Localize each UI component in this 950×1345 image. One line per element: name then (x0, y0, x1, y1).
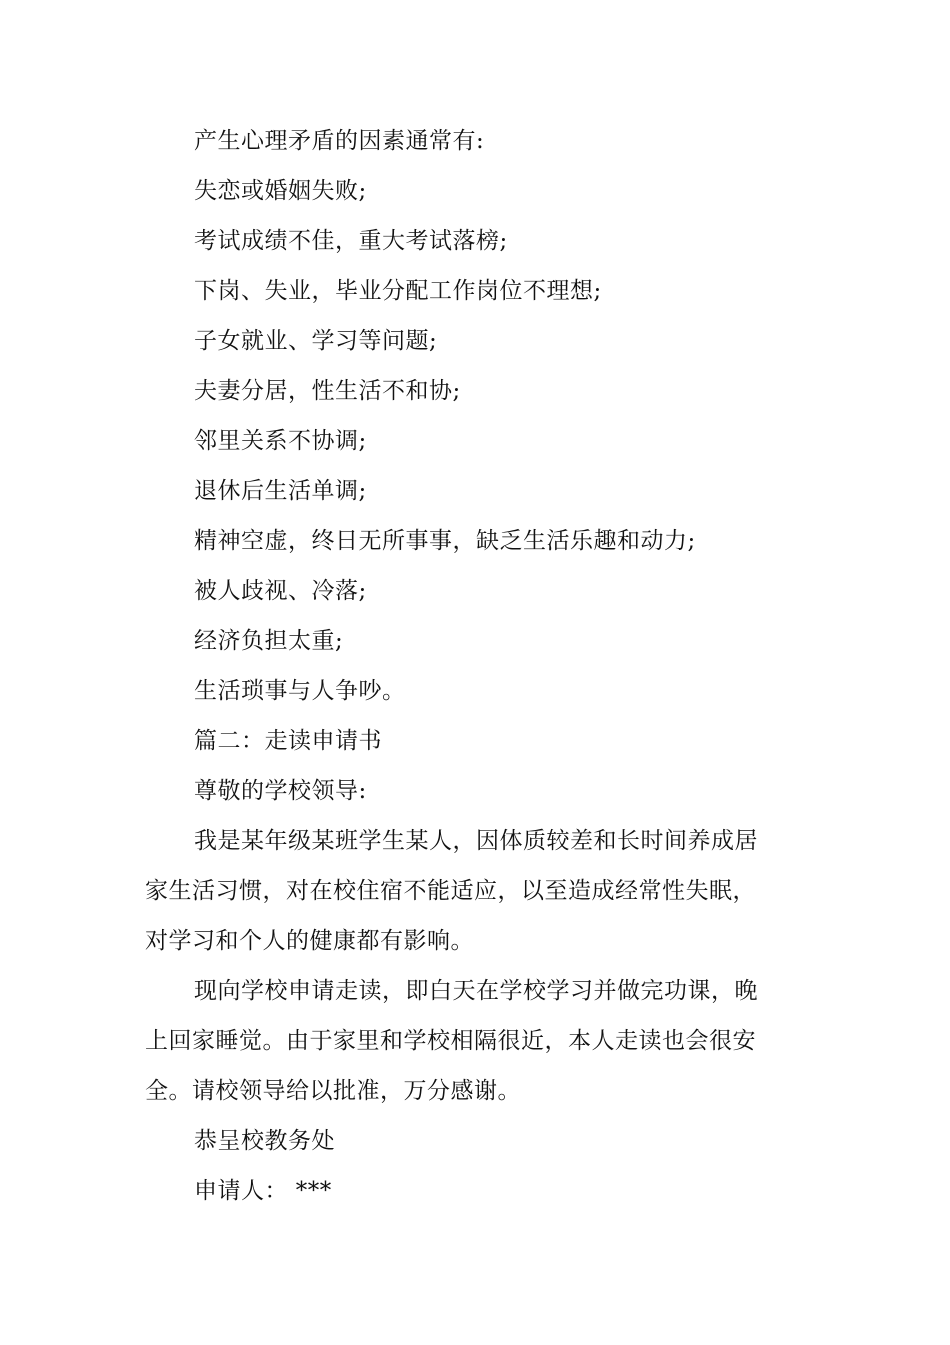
section-heading: 篇二：走读申请书 (194, 728, 382, 754)
paragraph-line: 对学习和个人的健康都有影响。 (145, 928, 474, 954)
text-line: 下岗、失业，毕业分配工作岗位不理想; (194, 278, 602, 304)
paragraph-line: 家生活习惯，对在校住宿不能适应，以至造成经常性失眠， (145, 878, 756, 904)
paragraph-line: 全。请校领导给以批准，万分感谢。 (145, 1078, 521, 1104)
text-line: 产生心理矛盾的因素通常有: (194, 128, 485, 154)
text-line: 被人歧视、冷落; (194, 578, 367, 604)
text-line: 子女就业、学习等问题; (194, 328, 438, 354)
text-line: 退休后生活单调; (194, 478, 367, 504)
text-line: 生活琐事与人争吵。 (194, 678, 406, 704)
salutation: 尊敬的学校领导: (194, 778, 367, 804)
text-line: 夫妻分居，性生活不和协; (194, 378, 461, 404)
paragraph-line: 现向学校申请走读，即白天在学校学习并做完功课，晚 (194, 978, 758, 1004)
applicant-line: 申请人： *** (194, 1178, 332, 1204)
closing-line: 恭呈校教务处 (194, 1128, 335, 1154)
paragraph-line: 我是某年级某班学生某人，因体质较差和长时间养成居 (194, 828, 758, 854)
text-line: 邻里关系不协调; (194, 428, 367, 454)
text-line: 经济负担太重; (194, 628, 344, 654)
text-line: 考试成绩不佳，重大考试落榜; (194, 228, 508, 254)
text-line: 精神空虚，终日无所事事，缺乏生活乐趣和动力; (194, 528, 696, 554)
text-line: 失恋或婚姻失败; (194, 178, 367, 204)
paragraph-line: 上回家睡觉。由于家里和学校相隔很近，本人走读也会很安 (145, 1028, 756, 1054)
